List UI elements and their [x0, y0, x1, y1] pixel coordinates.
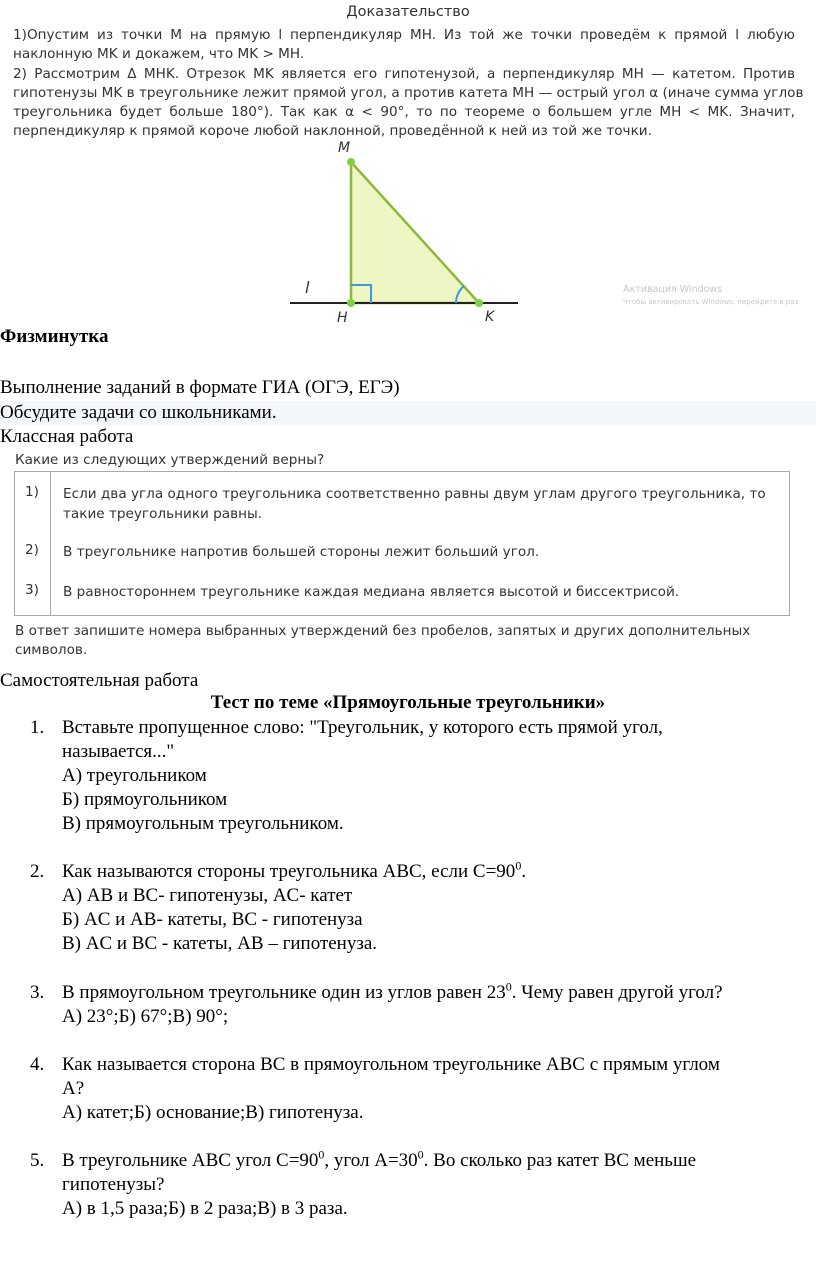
point-h	[347, 299, 355, 307]
task-question: Какие из следующих утверждений верны?	[15, 452, 325, 468]
answer-option: В) AC и BC - катеты, AB – гипотенуза.	[62, 933, 378, 954]
question-text: Как называется сторона BC в прямоугольном треугольнике ABC с прямым углом	[62, 1054, 720, 1075]
statement-text: В треугольнике напротив большей стороны лежит больший угол.	[63, 543, 540, 560]
statement-row	[15, 570, 790, 616]
task-image	[0, 446, 816, 666]
question-text	[62, 981, 723, 1005]
question-text-part: Как называются стороны треугольника ABC, если C=90	[62, 861, 516, 882]
question-number: 1.	[30, 717, 45, 738]
proof-line-3: 2) Рассмотрим Δ MHK. Отрезок MK является его гипотенузой, а перпендикуляр MH — катетом. Против	[13, 66, 795, 82]
watermark-subtitle: Чтобы активировать Windows, перейдите в раз	[623, 298, 799, 306]
answer-option: Б) AC и AB- катеты, BC - гипотенуза	[62, 909, 363, 930]
watermark-title: Активация Windows	[623, 284, 723, 295]
question-number: 4.	[30, 1054, 45, 1075]
question-text	[62, 1149, 696, 1173]
answer-option: В) прямоугольным треугольником.	[62, 813, 344, 834]
degree-superscript: 0	[417, 1147, 424, 1162]
proof-line-1: 1)Опустим из точки M на прямую l перпендикуляр MH. Из той же точки проведём к прямой l любую	[13, 27, 795, 43]
question-text-part: . Во сколько раз катет BC меньше	[423, 1150, 697, 1171]
question-text: A?	[62, 1078, 85, 1099]
label-line-l: l	[305, 278, 310, 297]
question-number: 2.	[30, 861, 45, 882]
label-k: K	[485, 309, 495, 325]
question-number: 3.	[30, 982, 45, 1003]
question-text-part: .	[521, 861, 527, 882]
proof-line-2: наклонную MK и докажем, что MK > MH.	[13, 46, 305, 62]
heading-fizminutka: Физминутка	[0, 326, 109, 347]
question-text	[62, 860, 526, 884]
label-m: M	[338, 140, 351, 156]
label-h: H	[337, 310, 348, 326]
text-discuss: Обсудите задачи со школьниками.	[0, 402, 277, 423]
statements-table	[14, 471, 790, 616]
text-gia: Выполнение заданий в формате ГИА (ОГЭ, ЕГЭ)	[0, 377, 400, 398]
statement-text: Если два угла одного треугольника соответственно равны двум углам другого треугольника, то такие треугольники равны.	[63, 486, 766, 522]
statement-number: 2)	[15, 530, 51, 570]
statement-text: В равностороннем треугольнике каждая медиана является высотой и биссектрисой.	[63, 583, 680, 600]
triangle-figure	[280, 138, 530, 328]
windows-activation-watermark	[623, 284, 798, 308]
answer-option: А) треугольником	[62, 765, 207, 786]
text-classwork: Классная работа	[0, 426, 134, 447]
test-title: Тест по теме «Прямоугольные треугольники»	[210, 692, 606, 713]
statement-number: 3)	[15, 570, 51, 616]
triangle-mhk	[351, 162, 479, 303]
text-selfwork: Самостоятельная работа	[0, 670, 199, 691]
statement-row	[15, 530, 790, 570]
question-text-part: . Чему равен другой угол?	[511, 982, 723, 1003]
question-text-part: В прямоугольном треугольнике один из углов равен 23	[62, 982, 506, 1003]
proof-title: Доказательство	[346, 4, 470, 20]
question-text: гипотенузы?	[62, 1174, 165, 1195]
proof-line-4: гипотенузы MK в треугольнике лежит прямой угол, а против катета MH — острый угол α (иначе сумма углов	[13, 85, 804, 101]
question-text: Вставьте пропущенное слово: "Треугольник, у которого есть прямой угол,	[62, 717, 663, 738]
question-text: называется..."	[62, 741, 175, 762]
task-note: В ответ запишите номера выбранных утверждений без пробелов, запятых и других дополнительных символов.	[15, 623, 751, 658]
statement-number: 1)	[15, 472, 51, 530]
answer-option: Б) прямоугольником	[62, 789, 228, 810]
answer-options: А) в 1,5 раза;Б) в 2 раза;В) в 3 раза.	[62, 1198, 348, 1219]
degree-superscript: 0	[505, 979, 512, 994]
answer-options: А) катет;Б) основание;В) гипотенуза.	[62, 1102, 364, 1123]
point-m	[347, 158, 355, 166]
question-text-part: В треугольнике ABC угол C=90	[62, 1150, 319, 1171]
proof-line-6: перпендикуляр к прямой короче любой наклонной, проведённой к ней из той же точки.	[13, 123, 652, 139]
point-k	[475, 299, 483, 307]
degree-superscript: 0	[318, 1147, 325, 1162]
statement-row	[15, 472, 790, 530]
answer-options: А) 23°;Б) 67°;В) 90°;	[62, 1006, 229, 1027]
degree-superscript: 0	[515, 858, 522, 873]
answer-option: А) AB и BC- гипотенузы, AC- катет	[62, 885, 353, 906]
proof-image	[0, 0, 816, 330]
question-text-part: , угол A=30	[324, 1150, 418, 1171]
question-number: 5.	[30, 1150, 45, 1171]
proof-line-5: треугольника будет больше 180°). Так как α < 90°, то по теореме о большем угле MH < MK. Значит,	[13, 104, 795, 120]
